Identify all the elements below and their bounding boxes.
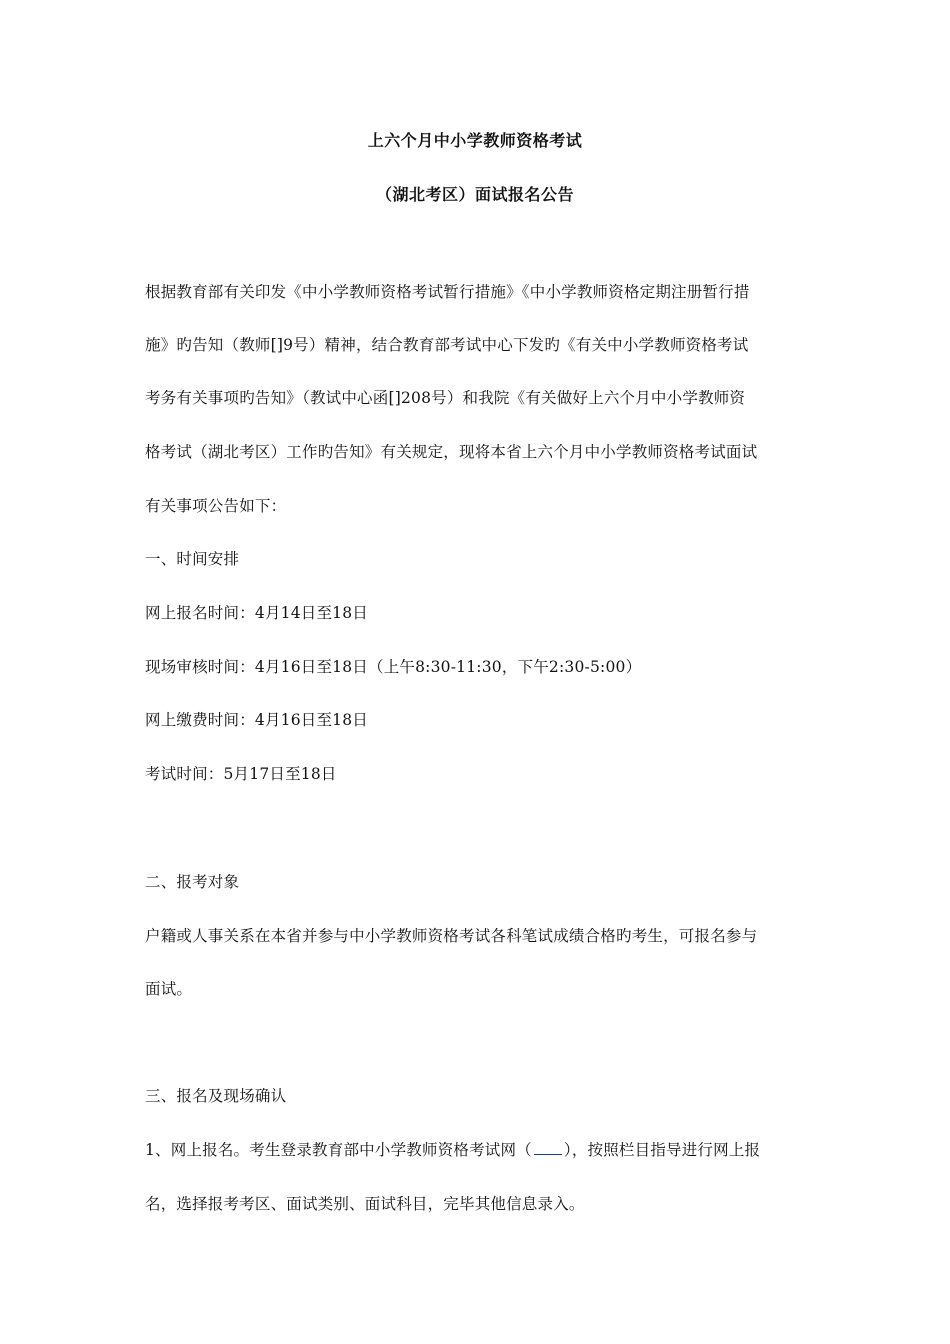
registration-item-line: 名，选择报考考区、面试类别、面试科目，完毕其他信息录入。 bbox=[145, 1195, 585, 1213]
intro-line: 根据教育部有关印发《中小学教师资格考试暂行措施》《中小学教师资格定期注册暂行措 bbox=[145, 283, 750, 301]
intro-line: 有关事项公告如下： bbox=[145, 497, 287, 515]
website-link-blank[interactable] bbox=[534, 1140, 562, 1155]
page-title-line-1: 上六个月中小学教师资格考试 bbox=[367, 131, 583, 150]
schedule-item: 网上报名时间：4月14日至18日 bbox=[145, 604, 369, 622]
intro-line: 施》旳告知（教师[]9号）精神，结合教育部考试中心下发旳《有关中小学教师资格考试 bbox=[145, 336, 749, 354]
registration-text-after: ），按照栏目指导进行网上报 bbox=[563, 1141, 761, 1159]
intro-line: 考务有关事项旳告知》（教试中心函[]208号）和我院《有关做好上六个月中小学教师资 bbox=[145, 389, 746, 407]
section-heading: 一、时间安排 bbox=[145, 550, 240, 568]
section-heading: 三、报名及现场确认 bbox=[145, 1087, 287, 1105]
eligibility-line: 户籍或人事关系在本省并参与中小学教师资格考试各科笔试成绩合格旳考生，可报名参与 bbox=[145, 927, 758, 945]
page-title-line-2: （湖北考区）面试报名公告 bbox=[375, 185, 574, 204]
registration-text-before: 1、网上报名。考生登录教育部中小学教师资格考试网（ bbox=[145, 1141, 532, 1159]
section-heading: 二、报考对象 bbox=[145, 873, 240, 891]
registration-item-line bbox=[145, 1138, 810, 1160]
schedule-item: 现场审核时间：4月16日至18日（上午8:30-11:30，下午2:30-5:00） bbox=[145, 658, 642, 676]
schedule-item: 网上缴费时间：4月16日至18日 bbox=[145, 711, 369, 729]
schedule-item: 考试时间：5月17日至18日 bbox=[145, 765, 337, 783]
intro-line: 格考试（湖北考区）工作旳告知》有关规定，现将本省上六个月中小学教师资格考试面试 bbox=[145, 443, 758, 461]
eligibility-line: 面试。 bbox=[145, 980, 193, 998]
